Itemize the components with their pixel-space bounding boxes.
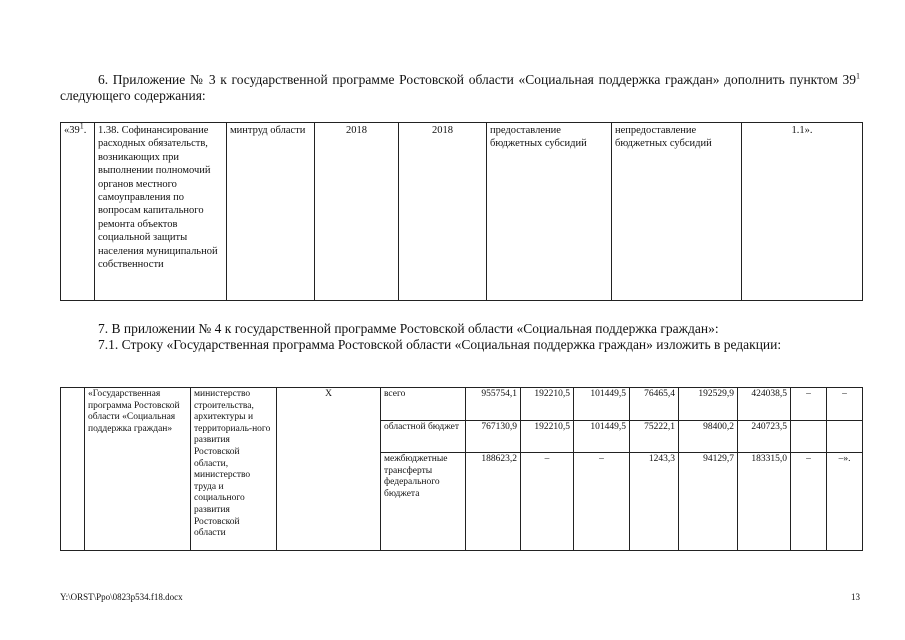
paragraph-7 (60, 321, 860, 337)
table-row (61, 123, 863, 301)
paragraph-6-text: 6. Приложение № 3 к государственной программе Ростовской области «Социальная поддержка граждан» дополнить пунктом 39 (98, 72, 856, 87)
value-cell: 76465,4 (630, 388, 679, 421)
value-cell (791, 420, 827, 453)
paragraph-6 (60, 72, 860, 104)
paragraph-6-superscript: 1 (856, 71, 860, 81)
value-cell: 98400,2 (679, 420, 738, 453)
source-label-cell: межбюджетные трансферты федерального бюджета (381, 453, 466, 551)
measure-name-cell: 1.38. Софинансирование расходных обязательств, возникающих при выполнении полномочий органов местного самоуправления по вопросам капитального ремонта объектов социальной защиты населения муниципальной собственности (95, 123, 227, 301)
item-number-cell: «$39^1$. (61, 123, 95, 301)
value-cell: 192210,5 (521, 388, 574, 421)
start-year-cell: 2018 (315, 123, 399, 301)
paragraph-6-text-end: следующего содержания: (60, 88, 206, 103)
program-name-cell: «Государственная программа Ростовской области «Социальная поддержка граждан» (85, 388, 191, 551)
value-cell: 1243,3 (630, 453, 679, 551)
value-cell: – (521, 453, 574, 551)
mark-cell: X (277, 388, 381, 551)
table-row (61, 388, 863, 421)
value-cell: 75222,1 (630, 420, 679, 453)
link-cell: 1.1». (742, 123, 863, 301)
value-cell: 240723,5 (738, 420, 791, 453)
value-cell: 192529,9 (679, 388, 738, 421)
value-cell: – (791, 388, 827, 421)
value-cell: – (827, 388, 863, 421)
value-cell: – (574, 453, 630, 551)
value-cell (827, 420, 863, 453)
consequence-cell: непредоставление бюджетных субсидий (612, 123, 742, 301)
value-cell: –». (827, 453, 863, 551)
value-cell: 183315,0 (738, 453, 791, 551)
appendix-4-table (60, 387, 863, 551)
executor-cell: минтруд области (227, 123, 315, 301)
value-cell: 94129,7 (679, 453, 738, 551)
paragraph-7-1 (60, 337, 860, 353)
footer-file-path: Y:\ORST\Ppo\0823p534.f18.docx (60, 592, 183, 602)
value-cell: 188623,2 (466, 453, 521, 551)
paragraph-7-text: 7. В приложении № 4 к государственной программе Ростовской области «Социальная поддержка граждан»: (98, 321, 719, 336)
end-year-cell: 2018 (399, 123, 487, 301)
value-cell: 192210,5 (521, 420, 574, 453)
value-cell: 101449,5 (574, 420, 630, 453)
blank-cell (61, 388, 85, 551)
paragraph-7-1-text: 7.1. Строку «Государственная программа Ростовской области «Социальная поддержка граждан» изложить в редакции: (98, 337, 782, 352)
expected-result-cell: предоставление бюджетных субсидий (487, 123, 612, 301)
executor-cell: министерство строительства, архитектуры и территориаль-ного развития Ростовской области, министерство труда и социального развития Ростовской области (191, 388, 277, 551)
value-cell: 767130,9 (466, 420, 521, 453)
page-number: 13 (851, 592, 860, 602)
value-cell: 101449,5 (574, 388, 630, 421)
value-cell: – (791, 453, 827, 551)
appendix-3-table (60, 122, 863, 301)
value-cell: 424038,5 (738, 388, 791, 421)
source-label-cell: областной бюджет (381, 420, 466, 453)
source-label-cell: всего (381, 388, 466, 421)
value-cell: 955754,1 (466, 388, 521, 421)
